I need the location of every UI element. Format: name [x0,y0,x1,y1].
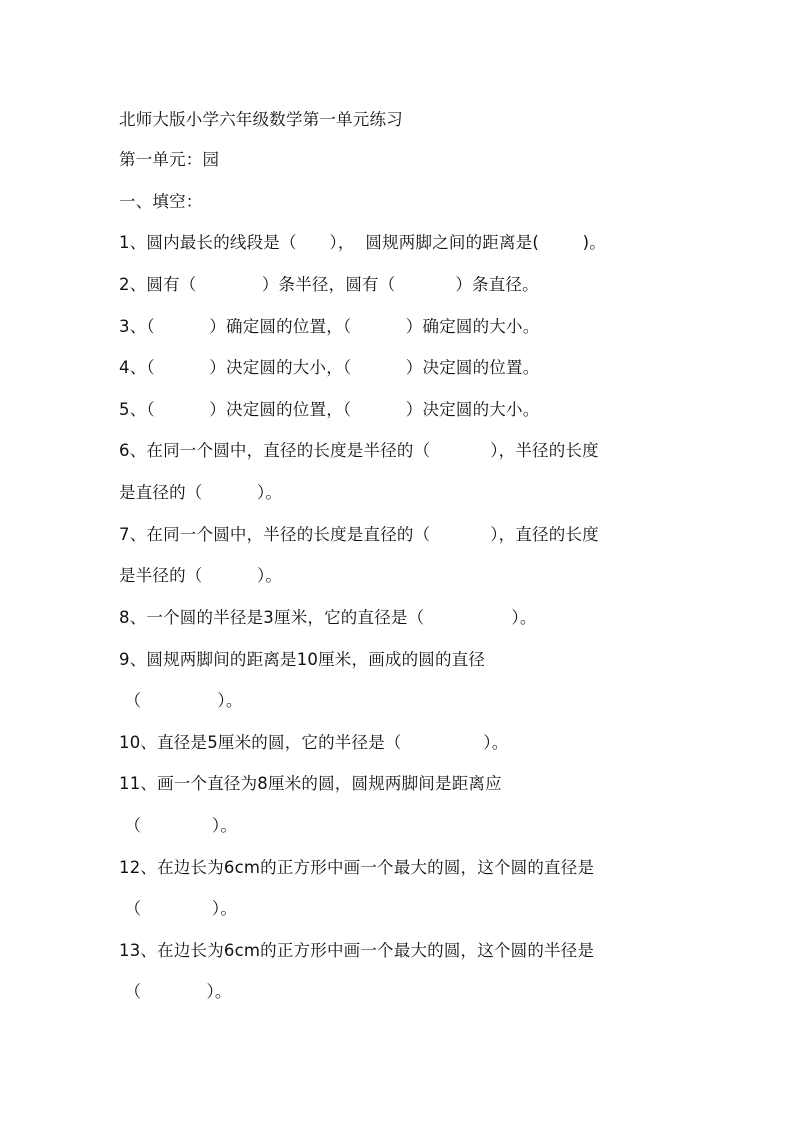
question-line-7b: 是半径的（ ）。 [119,566,283,585]
section-heading: 一、填空： [119,192,203,211]
document-title: 北师大版小学六年级数学第一单元练习 [119,110,403,129]
unit-heading: 第一单元：园 [119,150,220,169]
question-line-13a: 13、在边长为6cm的正方形中画一个最大的圆，这个圆的半径是 [119,941,595,960]
question-line-11b: （ ）。 [119,816,238,835]
question-line-13b: （ ）。 [119,982,232,1001]
question-line-5: 5、（ ）决定圆的位置，（ ）决定圆的大小。 [119,400,540,419]
question-line-7a: 7、在同一个圆中，半径的长度是直径的（ ），直径的长度 [119,525,599,544]
question-line-12a: 12、在边长为6cm的正方形中画一个最大的圆，这个圆的直径是 [119,858,595,877]
question-line-9a: 9、圆规两脚间的距离是10厘米，画成的圆的直径 [119,650,486,669]
question-line-2: 2、圆有（ ）条半径，圆有（ ）条直径。 [119,275,539,294]
question-line-4: 4、（ ）决定圆的大小，（ ）决定圆的位置。 [119,358,540,377]
question-line-6a: 6、在同一个圆中，直径的长度是半径的（ ），半径的长度 [119,441,599,460]
question-line-12b: （ ）。 [119,899,238,918]
question-line-6b: 是直径的（ ）。 [119,483,283,502]
question-line-11a: 11、画一个直径为8厘米的圆，圆规两脚间是距离应 [119,774,502,793]
question-line-9b: （ ）。 [119,691,243,710]
question-line-8: 8、一个圆的半径是3厘米，它的直径是（ ）。 [119,608,537,627]
question-line-10: 10、直径是5厘米的圆，它的半径是（ ）。 [119,733,509,752]
question-line-1: 1、圆内最长的线段是（ ）， 圆规两脚之间的距离是( )。 [119,233,606,252]
question-line-3: 3、（ ）确定圆的位置，（ ）确定圆的大小。 [119,317,540,336]
